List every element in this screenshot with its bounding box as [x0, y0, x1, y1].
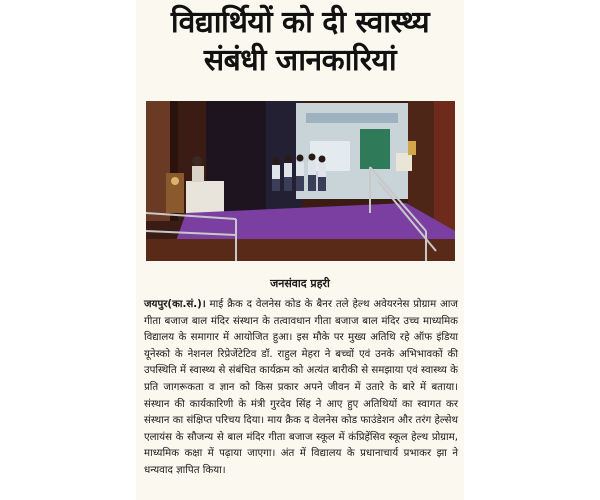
headline-line-1: विद्यार्थियों को दी स्वास्थ्य: [170, 5, 430, 40]
screen-text-block: [306, 113, 398, 123]
article-photo: [146, 101, 455, 261]
side-frame: [396, 153, 412, 171]
article-dateline: जयपुर(का.सं.)।: [144, 299, 206, 310]
screen-poster: [360, 129, 390, 169]
stage-front: [146, 239, 455, 261]
guest-head: [192, 156, 202, 166]
guest-body: [192, 166, 204, 182]
stage-event-photo: [146, 101, 455, 261]
article-headline: [136, 0, 464, 80]
article-byline: जनसंवाद प्रहरी: [270, 277, 330, 290]
newspaper-clipping: [136, 0, 464, 500]
article-text: माई क्रैक द वेलनेस कोड के बैनर तले हेल्थ अवेयरनेस प्रोग्राम आज गीता बजाज बाल मंदिर संस्थान के तत्वावधान गीता बजाज बाल मंदिर उच्च माध्यमिक विद्यालय के समागार में आयोजित हुआ। इस मौके पर मुख्य अतिथि रहे ऑफ इंडिया यूनेस्को के नेशनल रिप्रेजेंटेटिव डॉ. राहुल मेहरा ने बच्चों एवं उनके अभिभावकों की उपस्थिति में स्वास्थ्य से संबंधित कार्यक्रम को अत्यंत बारीकी से समझाया एवं स्वास्थ्य के प्रति जागरूकता व ज्ञान को किस प्रकार अपने जीवन में उतारे के बारे में बताया। संस्थान की कार्यकारिणी के मंत्री गुरदेव सिंह ने आए हुए अतिथियों का स्वागत कर संस्थान का संक्षिप्त परिचय दिया। माय क्रैक द वेलनेस कोड फाउंडेशन और तरंग हेल्सेथ एलायंस के सौजन्य से बाल मंदिर गीता बजाज स्कूल में कंप्रिहेंसिव स्कूल हेल्थ प्रोग्राम, माध्यमिक कक्षा में पढ़ाया जाएगा। अंत में विद्यालय के प्रधानाचार्य प्रभाकर झा ने धन्यवाद ज्ञापित किया।: [144, 299, 458, 476]
lamp: [408, 141, 416, 155]
headline-line-2: संबंधी जानकारियां: [203, 43, 397, 78]
podium-emblem: [171, 177, 179, 185]
dais-table: [186, 181, 224, 213]
article-paragraph: [144, 297, 458, 480]
article-body: [144, 297, 458, 480]
